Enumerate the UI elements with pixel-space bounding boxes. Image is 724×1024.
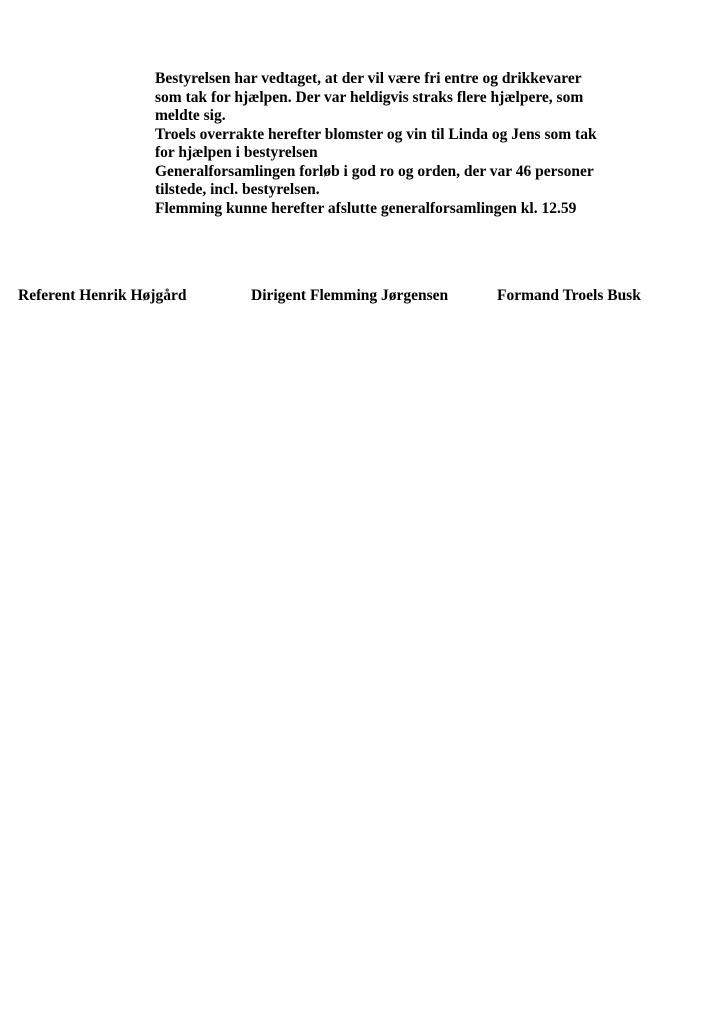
signature-referent: Referent Henrik Højgård (18, 287, 187, 304)
signature-dirigent: Dirigent Flemming Jørgensen (251, 287, 449, 304)
text-line: tilstede, incl. bestyrelsen. (155, 181, 320, 198)
text-line: Bestyrelsen har vedtaget, at der vil være fri entre og drikkevarer (155, 70, 582, 87)
text-line: for hjælpen i bestyrelsen (155, 144, 318, 161)
text-line: meldte sig. (155, 107, 226, 124)
minutes-paragraph (155, 70, 655, 218)
signature-formand: Formand Troels Busk (497, 287, 641, 304)
text-line: Flemming kunne herefter afslutte generalforsamlingen kl. 12.59 (155, 199, 577, 217)
text-line: Troels overrakte herefter blomster og vin til Linda og Jens som tak (155, 125, 597, 143)
text-line: som tak for hjælpen. Der var heldigvis straks flere hjælpere, som (155, 88, 584, 106)
text-line: Generalforsamlingen forløb i god ro og orden, der var 46 personer (155, 162, 594, 180)
